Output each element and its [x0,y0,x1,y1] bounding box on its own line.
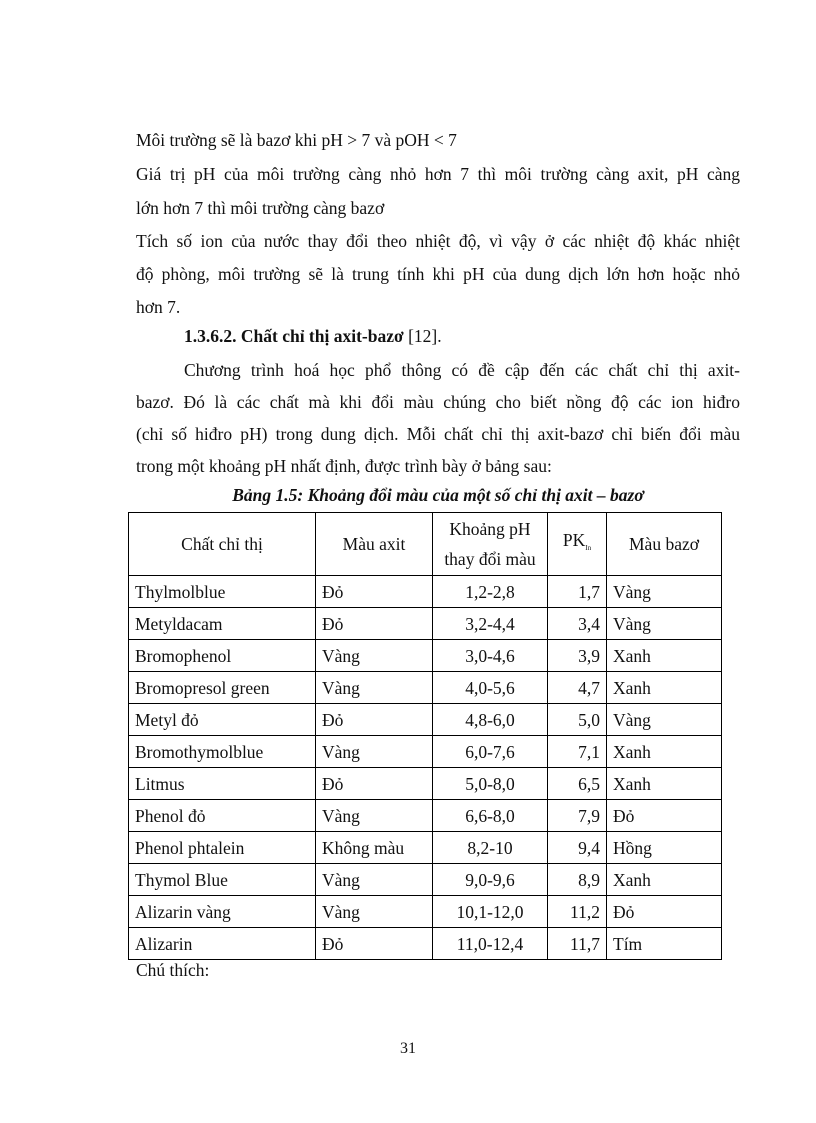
header-pk [548,513,607,576]
cell-base-color: Xanh [607,640,722,672]
cell-base-color: Tím [607,928,722,960]
cell-indicator-name: Metyl đỏ [129,704,316,736]
cell-indicator-name: Phenol đỏ [129,800,316,832]
table-row [129,768,722,800]
cell-indicator-name: Phenol phtalein [129,832,316,864]
cell-base-color: Xanh [607,736,722,768]
table-row [129,704,722,736]
cell-ph-range: 1,2-2,8 [433,576,548,608]
cell-base-color: Xanh [607,768,722,800]
cell-ph-range: 4,0-5,6 [433,672,548,704]
cell-ph-range: 5,0-8,0 [433,768,548,800]
paragraph-line: Chương trình hoá học phổ thông có đề cập đến các chất chỉ thị axit- [184,360,740,380]
table-row [129,800,722,832]
cell-ph-range: 8,2-10 [433,832,548,864]
cell-base-color: Vàng [607,704,722,736]
cell-pk-value: 7,9 [548,800,607,832]
cell-indicator-name: Bromothymolblue [129,736,316,768]
table-row [129,896,722,928]
cell-pk-value: 4,7 [548,672,607,704]
table-row [129,640,722,672]
table-row [129,672,722,704]
table-row [129,576,722,608]
table-body [129,576,722,960]
section-heading-reference: [12]. [403,326,442,346]
cell-acid-color: Đỏ [316,768,433,800]
cell-ph-range: 3,2-4,4 [433,608,548,640]
cell-ph-range: 4,8-6,0 [433,704,548,736]
header-base-color: Màu bazơ [607,513,722,576]
cell-pk-value: 3,4 [548,608,607,640]
cell-base-color: Xanh [607,864,722,896]
paragraph-line: Tích số ion của nước thay đổi theo nhiệt độ, vì vậy ở các nhiệt độ khác nhiệt [136,231,740,251]
cell-ph-range: 6,6-8,0 [433,800,548,832]
cell-indicator-name: Thymol Blue [129,864,316,896]
header-pk-subscript: In [585,544,592,552]
paragraph-line: hơn 7. [136,297,181,317]
cell-pk-value: 9,4 [548,832,607,864]
cell-pk-value: 5,0 [548,704,607,736]
cell-acid-color: Đỏ [316,576,433,608]
cell-base-color: Hồng [607,832,722,864]
cell-acid-color: Vàng [316,896,433,928]
cell-pk-value: 6,5 [548,768,607,800]
header-pk-label: PK [562,530,586,550]
cell-acid-color: Vàng [316,864,433,896]
cell-indicator-name: Alizarin [129,928,316,960]
paragraph-line: (chỉ số hiđro pH) trong dung dịch. Mỗi chất chỉ thị axit-bazơ chỉ biến đổi màu [136,424,740,444]
paragraph-line: độ phòng, môi trường sẽ là trung tính khi pH của dung dịch lớn hơn hoặc nhỏ [136,264,740,284]
cell-acid-color: Đỏ [316,704,433,736]
paragraph-line: bazơ. Đó là các chất mà khi đổi màu chúng cho biết nồng độ các ion hiđro [136,392,740,412]
footnote-label: Chú thích: [136,960,210,980]
table-row [129,608,722,640]
cell-indicator-name: Thylmolblue [129,576,316,608]
cell-ph-range: 9,0-9,6 [433,864,548,896]
cell-acid-color: Vàng [316,800,433,832]
table-row [129,864,722,896]
cell-base-color: Đỏ [607,800,722,832]
cell-base-color: Xanh [607,672,722,704]
paragraph-line: trong một khoảng pH nhất định, được trình bày ở bảng sau: [136,456,552,476]
cell-ph-range: 3,0-4,6 [433,640,548,672]
cell-pk-value: 8,9 [548,864,607,896]
cell-ph-range: 11,0-12,4 [433,928,548,960]
paragraph-line: Môi trường sẽ là bazơ khi pH > 7 và pOH < 7 [136,130,457,150]
cell-ph-range: 10,1-12,0 [433,896,548,928]
cell-indicator-name: Bromopresol green [129,672,316,704]
cell-pk-value: 1,7 [548,576,607,608]
cell-indicator-name: Metyldacam [129,608,316,640]
cell-acid-color: Đỏ [316,928,433,960]
cell-ph-range: 6,0-7,6 [433,736,548,768]
cell-base-color: Đỏ [607,896,722,928]
cell-pk-value: 11,2 [548,896,607,928]
header-ph-range [433,513,548,576]
table-row [129,832,722,864]
table-caption: Bảng 1.5: Khoảng đổi màu của một số chỉ thị axit – bazơ [232,485,644,505]
header-acid-color: Màu axit [316,513,433,576]
table-header-row [129,513,722,576]
cell-indicator-name: Alizarin vàng [129,896,316,928]
cell-pk-value: 11,7 [548,928,607,960]
cell-acid-color: Vàng [316,640,433,672]
section-heading-title: 1.3.6.2. Chất chỉ thị axit-bazơ [184,326,404,346]
cell-pk-value: 3,9 [548,640,607,672]
cell-acid-color: Vàng [316,672,433,704]
header-indicator: Chất chỉ thị [129,513,316,576]
cell-acid-color: Không màu [316,832,433,864]
header-ph-range-line2: thay đổi màu [444,549,536,569]
section-heading [184,326,740,346]
paragraph-line: Giá trị pH của môi trường càng nhỏ hơn 7 thì môi trường càng axit, pH càng [136,164,740,184]
table-row [129,928,722,960]
header-ph-range-line1: Khoảng pH [449,519,531,539]
cell-pk-value: 7,1 [548,736,607,768]
cell-acid-color: Đỏ [316,608,433,640]
cell-acid-color: Vàng [316,736,433,768]
indicator-table [128,512,722,960]
cell-base-color: Vàng [607,576,722,608]
cell-indicator-name: Litmus [129,768,316,800]
paragraph-line: lớn hơn 7 thì môi trường càng bazơ [136,198,385,218]
table-row [129,736,722,768]
page-number: 31 [400,1040,416,1057]
cell-base-color: Vàng [607,608,722,640]
cell-indicator-name: Bromophenol [129,640,316,672]
